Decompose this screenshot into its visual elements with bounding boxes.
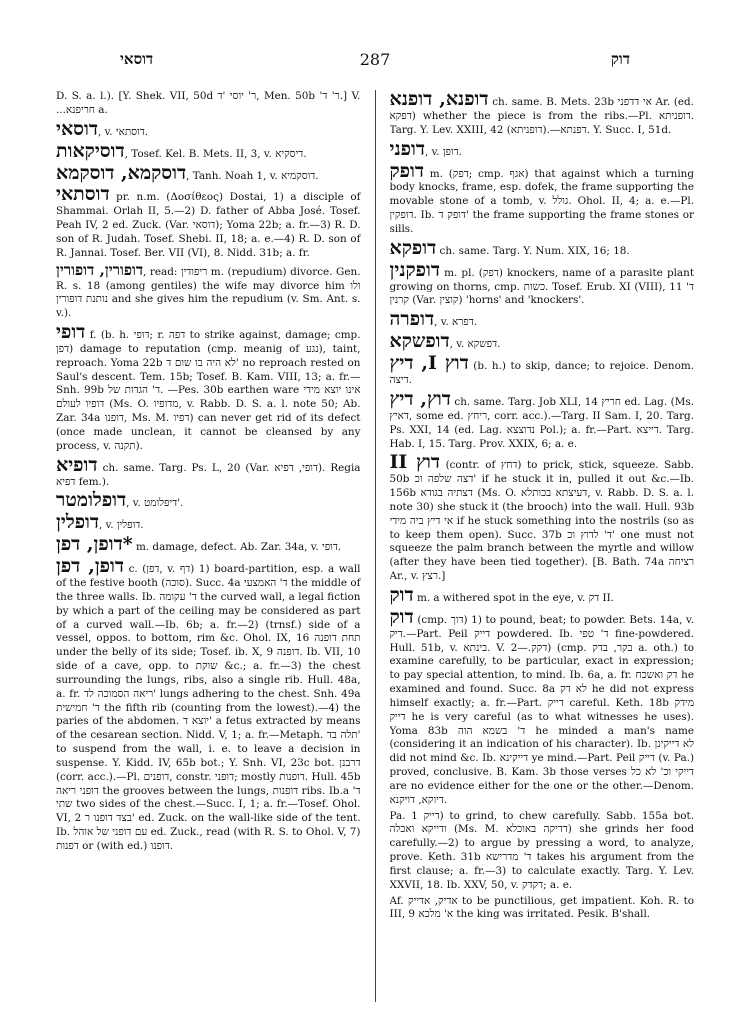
entry-headword: דוץ I, דיץ [389,352,469,375]
entry-headword: דופשקא [389,330,450,353]
entry-headword: דוץ, דיץ [389,387,451,410]
entry-headword: דופנא, דופנא [389,90,489,110]
running-head [60,50,690,74]
entry-definition: Af. אדיק, אדייק to be punctilious, get impatient. Koh. R. to III, 9 א' מלכא the king was irritated. Pesik. B'shall. [389,894,694,921]
entry-definition: c. (דפן, v. דף) 1) board-partition, esp. a wall of the festive booth (סוכה). Succ. 4a ד' האמצעי the middle of the three walls. Ib. ד' עקומה the curved wall, a legal fiction by which a part of the ceiling may be considered as part of a curved wall.—Ib. 6b; a. fr.—2) (trnsf.) side of a vessel, oppos. to bottom, rim &c. Ohol. IX, 16 תחת דופנה under the belly of its side; Tosef. ib. X, 9 דופנה. Ib. VII, 10 side of a cave, opp. to שוקת &c.; a. fr.—3) the chest surrounding the lungs, ribs, also a single rib. Hull. 48a, a. fr. ריאה הסמוכה לד' lungs adhering to the chest. Snh. 49a ד' חמישית the fifth rib (counting from the lowest).—4) the paries of the abdomen. יוצא ד' a fetus extracted by means of the cesarean section. Nidd. V, 1; a. fr.—Metaph. תלה בד' to suspend from the wall, i. e. to leave a decision in suspense. Y. Kidd. IV, 65b bot.; Y. Snh. VI, 23c bot. דרבנן (corr. acc.).—Pl. דופנים, constr. דופני; mostly דופנות. Hull. 45b דופני ריאה the grooves between the lungs, דופנות ribs. Ib.a ד' שתי two sides of the chest.—Succ. I, 1; a. fr.—Tosef. Ohol. VI, 2 בצד דופנו ר' ed. Zuck. on the wall-like side of the tent. Ib. עם דופני של אוהל ed. Zuck., read (with R. S. to Ohol. V, 7) דפנות or (with ed.) דופנו. [56,563,361,852]
entry-definition: , Tanh. Noah 1, v. דוסקמיא. [186,169,319,182]
entry-definition: D. S. a. l.). [Y. Shek. VII, 50d ר' יוסי 'ד, Men. 50b 'ר' ד.] V. ...חריפנא a. [56,90,361,116]
right-column [390,90,695,1002]
dictionary-entry [390,354,695,388]
entry-headword: דוק [389,583,414,606]
entry-definition: ch. same. B. Mets. 23b אי דדפני Ar. (ed. דפקא) whether the piece is from the ribs.—Pl. דופניתא. Targ. Y. Lev. XXIII, 42 (דופניתא).—דפנתא. Y. Succ. I, 51d. [389,96,694,136]
column-divider [375,90,376,1002]
entry-definition: ch. same. Targ. Job XLI, 14 חריץ ed. Lag. (Ms. דאיץ, some ed. ריחץ, corr. acc.).—Targ. II Sam. I, 20. Targ. Ps. XXI, 14 (ed. Lag. נדוצצא Pol.); a. fr.—Part. דייצא. Targ. Hab. I, 15. Targ. Prov. XXIX, 6; a. e. [389,395,694,450]
entry-headword: דופקא [389,236,437,259]
entry-definition: , read: ריפודין m. (repudium) divorce. Gen. R. s. 18 (among gentiles) the wife may divorce him ולו נותנת דופורין and she gives him the repudium (v. Sm. Ant. s. v.). [56,265,361,320]
dictionary-entry [390,895,695,923]
dictionary-entry [56,161,361,184]
entry-definition: m. pl. (דפק) knockers, name of a parasite plant growing on thorns, cmp. כשות. Tosef. Erub. XI (VIII), 11 ד' קרנין (Var. קוצין) 'horns' and 'knockers'. [389,266,694,307]
entry-definition: (b. h.) to skip, dance; to rejoice. Denom. דיצה. [389,360,694,387]
dictionary-entry [389,387,695,451]
entry-definition: , v. דפרא. [434,316,478,329]
dictionary-entry [56,535,361,555]
entry-definition: pr. n.m. (Δοσίθεος) Dostai, 1) a disciple of Shammai. Orlah II, 5.—2) D. father of Abba José. Tosef. Peah IV, 2 ed. Zuck. (Var. דוסאי); Yoma 22b; a. fr.—3) R. D. son of R. Judah. Tosef. Shebi. II, 18; a. e.—4) R. D. son of R. Jannai. Tosef. Ber. VII (VI), 8. Nidd. 31b; a. fr. [56,191,361,259]
entry-headword: דופלין [56,511,100,534]
entry-headword: דופיא [56,453,98,476]
two-column-body [56,90,694,1002]
dictionary-entry [56,185,361,260]
dictionary-entry [56,557,361,854]
entry-definition: ch. same. Targ. Ps. L, 20 (Var. דופי, דפיא). Regia דפיא fem.). [56,461,361,488]
dictionary-entry [56,139,361,162]
dictionary-entry [56,323,361,454]
dictionary-entry [390,310,695,330]
entry-definition: (cmp. דוך) 1) to pound, beat; to powder. Bets. 14a, v. דיק.—Part. Peil דייק powdered. Ib. ד' טפי fine-powdered. Hull. 51b, v. בינתא. V. דקק.—2) (cmp. בקר, בדק a. oth.) to examine carefully, to be particular, exact in expression; to pay special attention, to mind. Ib. 6a, a. fr. דק ואשכח he examined and found. Succ. 8a לא דק he did not express himself exactly; a. fr.—Part. דייק careful. Keth. 18b מידק דייק he is very careful (as to what witnesses he uses). Yoma 83b ד' בשמא הוה he minded a man's name (considering it an indication of his character). Ib. לא דייקינן did not mind &c. Ib. דייקינא ye mind.—Part. Peil דייק (v. Pa.) proved, conclusive. B. Kam. 3b those verses דייקי וכ' לא כל are no evidence either for the one or the other.—Denom. דיוקא, דויקנא. [389,613,694,806]
entry-headword: דופן, דפן [56,555,124,578]
dictionary-entry [390,810,695,893]
entry-definition: , v. דוסתאי. [98,125,149,138]
dictionary-entry [56,260,361,321]
dictionary-entry [390,453,695,584]
dictionary-entry [389,583,695,606]
entry-headword: דופני [389,137,425,160]
entry-headword: דופלומטר [56,489,127,512]
entry-definition: f. (b. h. דופי; r. דפה to strike against, damage; cmp. דפן) damage to reputation (cmp. meanig of נגע), taint, reproach. Yoma 22b לא היה בו שום ד' no reproach rested on Saul's descent. Tem. 15b; Tosef. B. Kam. VIII, 13; a. fr.—Snh. 99b ד' הגדות של. —Pes. 30b earthen ware אינו יוצא מידי דופיו לעולם (Ms. O. מדופיו, v. Rabb. D. S. a. l. note 50; Ab. Zar. 34a דופנו, Ms. M. דפיו) can never get rid of its defect (once made unclean, it cannot be cleansed by any process, v. תקנה). [56,329,361,452]
entry-definition: m. damage, defect. Ab. Zar. 34a, v. דופי. [132,541,342,554]
page-number: 287 [359,50,391,69]
entry-definition: m. (דפק; cmp. אגף) that against which a turning body knocks, frame, esp. dofek, the frame supporting the movable stone of a tomb, v. גולל. Ohol. II, 4; a. e.—Pl. דופקין. Ib. דופק ד' the frame supporting the frame stones or sills. [389,167,694,235]
entry-headword: דוסקמא, דוסקמא [56,161,187,184]
left-column [56,90,361,1002]
entry-definition: Pa. דייק 1) to grind, to chew carefully. Sabb. 155a bot. ודייקא ואכלה (Ms. M. דדיקה באוכלא) she grinds her food carefully.—2) to argue by pressing a word, to analyze, prove. Keth. 31b ד' מדרישא takes his argument from the first clause; a. fr.—3) to calculate exactly. Targ. Y. Lev. XXVII, 18. Ib. XXV, 50, v. דקדק; a. e. [389,809,694,891]
dictionary-entry [56,491,361,511]
entry-headword: דופורין, דופורין [56,260,144,279]
entry-headword: דופק [389,159,425,182]
dictionary-entry [389,258,695,309]
entry-headword: דוסאי [56,117,98,140]
entry-definition: , v. דיפלומט'. [126,497,184,510]
dictionary-entry [389,137,695,160]
running-head-right-word: דוק [610,50,630,68]
entry-definition: , Tosef. Kel. B. Mets. II, 3, v. דיסקיא. [124,147,307,160]
entry-definition: , v. דופלין. [99,519,144,532]
running-head-left-word: דוסאי [120,50,154,68]
entry-headword: דוק [389,605,414,628]
dictionary-entry [56,90,361,118]
entry-headword: דוץ II [389,451,441,474]
entry-headword: דופקנין [389,258,441,281]
entry-definition: , v. דפשקא. [449,338,501,351]
entry-headword: *דופן, דפן [56,533,133,556]
entry-headword: דופי [56,321,86,344]
dictionary-entry [56,453,361,490]
dictionary-entry [389,605,695,808]
dictionary-entry [390,332,695,352]
dictionary-entry [389,236,695,259]
entry-definition: ch. same. Targ. Y. Num. XIX, 16; 18. [436,244,630,257]
dictionary-entry [56,513,361,533]
dictionary-entry [389,159,695,237]
entry-headword: דוסיקאות [56,139,125,162]
entry-definition: (contr. of דחץ) to prick, stick, squeeze. Sabb. 50b דצה שלפה וכ' if he stuck it in, pulled it out &c.—Ib. 156b דצתיה בגודא (Ms. O. דעיצתא בכותלא, v. Rabb. D. S. a. l. note 30) she stuck it (the brooch) into the wall. Hull. 93b אי דיץ ביה מידי if he stuck something into the nostrils (so as to keep them open). Succ. 37b ד' לדוץ וכ' one must not squeeze the palm branch between the myrtle and willow (after they have been tied together). [B. Bath. 74a רציחה Ar., v. רצץ.] [389,459,694,583]
entry-definition: m. a withered spot in the eye, v. דק II. [413,591,614,604]
dictionary-entry [56,117,361,140]
entry-definition: , v. דופן. [425,145,462,158]
dictionary-entry [390,90,695,138]
entry-headword: דופרה [389,308,435,331]
entry-headword: דוסתאי [56,183,110,206]
